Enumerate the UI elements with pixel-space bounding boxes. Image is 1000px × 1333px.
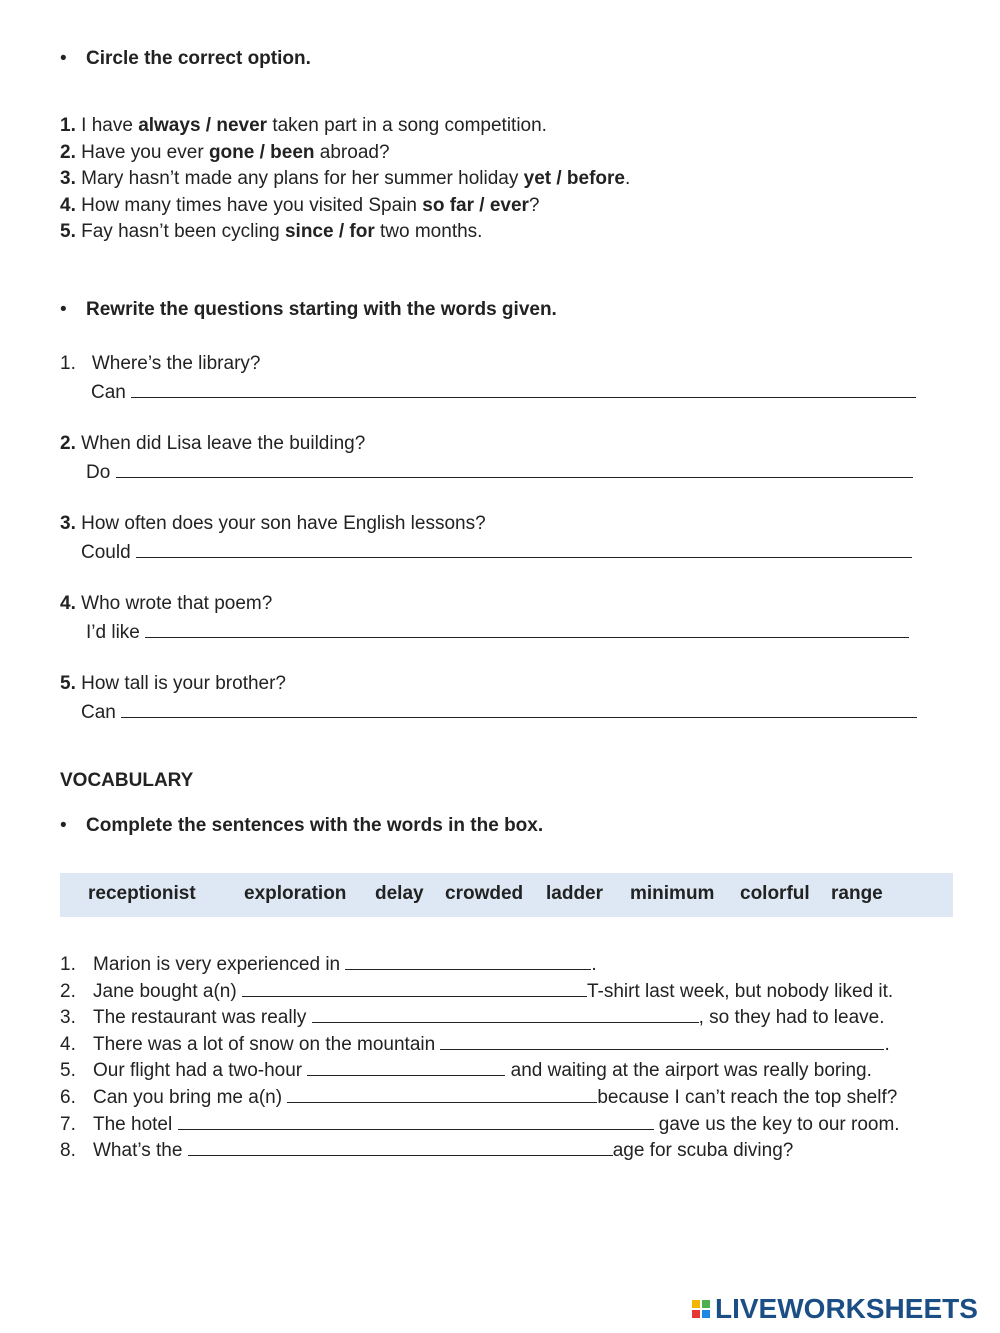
list-item: 2. Jane bought a(n) T-shirt last week, but nobody liked it. [60, 980, 894, 1002]
list-item: 8. What’s the age for scuba diving? [60, 1140, 794, 1162]
answer-blank[interactable] [136, 540, 912, 558]
option-choice[interactable]: since / for [284, 221, 375, 243]
list-item: 3. Mary hasn’t made any plans for her summer holiday yet / before. [60, 168, 631, 190]
option-choice[interactable]: yet / before [523, 168, 625, 190]
rewrite-question: 5. How tall is your brother? [60, 673, 287, 694]
answer-blank[interactable] [440, 1032, 884, 1050]
word-option: exploration [244, 883, 347, 904]
list-item: 4. There was a lot of snow on the mountain . [60, 1033, 890, 1055]
answer-blank[interactable] [287, 1085, 597, 1103]
list-item: 3. The restaurant was really , so they had to leave. [60, 1007, 885, 1029]
bullet-icon: • [60, 48, 67, 69]
answer-blank[interactable] [121, 700, 917, 718]
list-item: 1. Marion is very experienced in . [60, 954, 597, 975]
list-item: 5. Fay hasn’t been cycling since / for two months. [60, 221, 483, 243]
rewrite-question: 2. When did Lisa leave the building? [60, 433, 366, 454]
option-choice[interactable]: gone / been [208, 141, 315, 163]
rewrite-question: 1. Where’s the library? [60, 353, 261, 374]
list-item: 4. How many times have you visited Spain so far / ever? [60, 194, 540, 216]
list-item: 2. Have you ever gone / been abroad? [60, 141, 390, 163]
answer-blank[interactable] [307, 1058, 505, 1076]
vocab-sentence-list [60, 952, 900, 1165]
word-option: ladder [546, 883, 604, 904]
answer-blank[interactable] [178, 1112, 654, 1130]
word-option: minimum [630, 883, 715, 904]
answer-blank[interactable] [242, 979, 587, 997]
word-option: crowded [445, 883, 524, 904]
instruction-circle: • Circle the correct option. [60, 48, 311, 69]
liveworksheets-logo [692, 1294, 978, 1324]
option-choice[interactable]: always / never [138, 115, 268, 136]
answer-blank[interactable] [145, 620, 909, 638]
bullet-icon: • [60, 299, 67, 320]
list-item: 5. Our flight had a two-hour and waiting at the airport was really boring. [60, 1060, 872, 1082]
word-option: receptionist [88, 883, 196, 904]
logo-mark-icon [692, 1300, 710, 1318]
word-box [60, 873, 953, 917]
answer-blank[interactable] [131, 380, 916, 398]
rewrite-answer-row: I’d like [86, 620, 909, 644]
option-choice[interactable]: so far / ever [422, 194, 529, 216]
list-item: 1. I have always / never taken part in a song competition. [60, 115, 547, 136]
word-option: colorful [740, 883, 810, 904]
list-item: 7. The hotel gave us the key to our room. [60, 1113, 900, 1135]
answer-blank[interactable] [345, 952, 591, 970]
instruction-rewrite: • Rewrite the questions starting with the words given. [60, 299, 557, 320]
rewrite-question: 4. Who wrote that poem? [60, 593, 273, 614]
rewrite-answer-row: Could [81, 540, 912, 564]
word-option: range [831, 883, 883, 904]
answer-blank[interactable] [116, 460, 913, 478]
rewrite-question: 3. How often does your son have English lessons? [60, 513, 486, 534]
bullet-icon: • [60, 815, 67, 836]
rewrite-answer-row: Do [86, 460, 913, 484]
list-item: 6. Can you bring me a(n) because I can’t reach the top shelf? [60, 1086, 898, 1108]
answer-blank[interactable] [188, 1138, 613, 1156]
circle-option-list [60, 113, 630, 246]
vocabulary-heading: VOCABULARY [60, 770, 194, 791]
logo-text: LIVEWORKSHEETS [715, 1293, 978, 1324]
answer-blank[interactable] [312, 1005, 699, 1023]
rewrite-answer-row: Can [81, 700, 917, 724]
instruction-complete: • Complete the sentences with the words in the box. [60, 815, 544, 836]
word-option: delay [375, 883, 424, 904]
rewrite-answer-row: Can [91, 380, 916, 404]
